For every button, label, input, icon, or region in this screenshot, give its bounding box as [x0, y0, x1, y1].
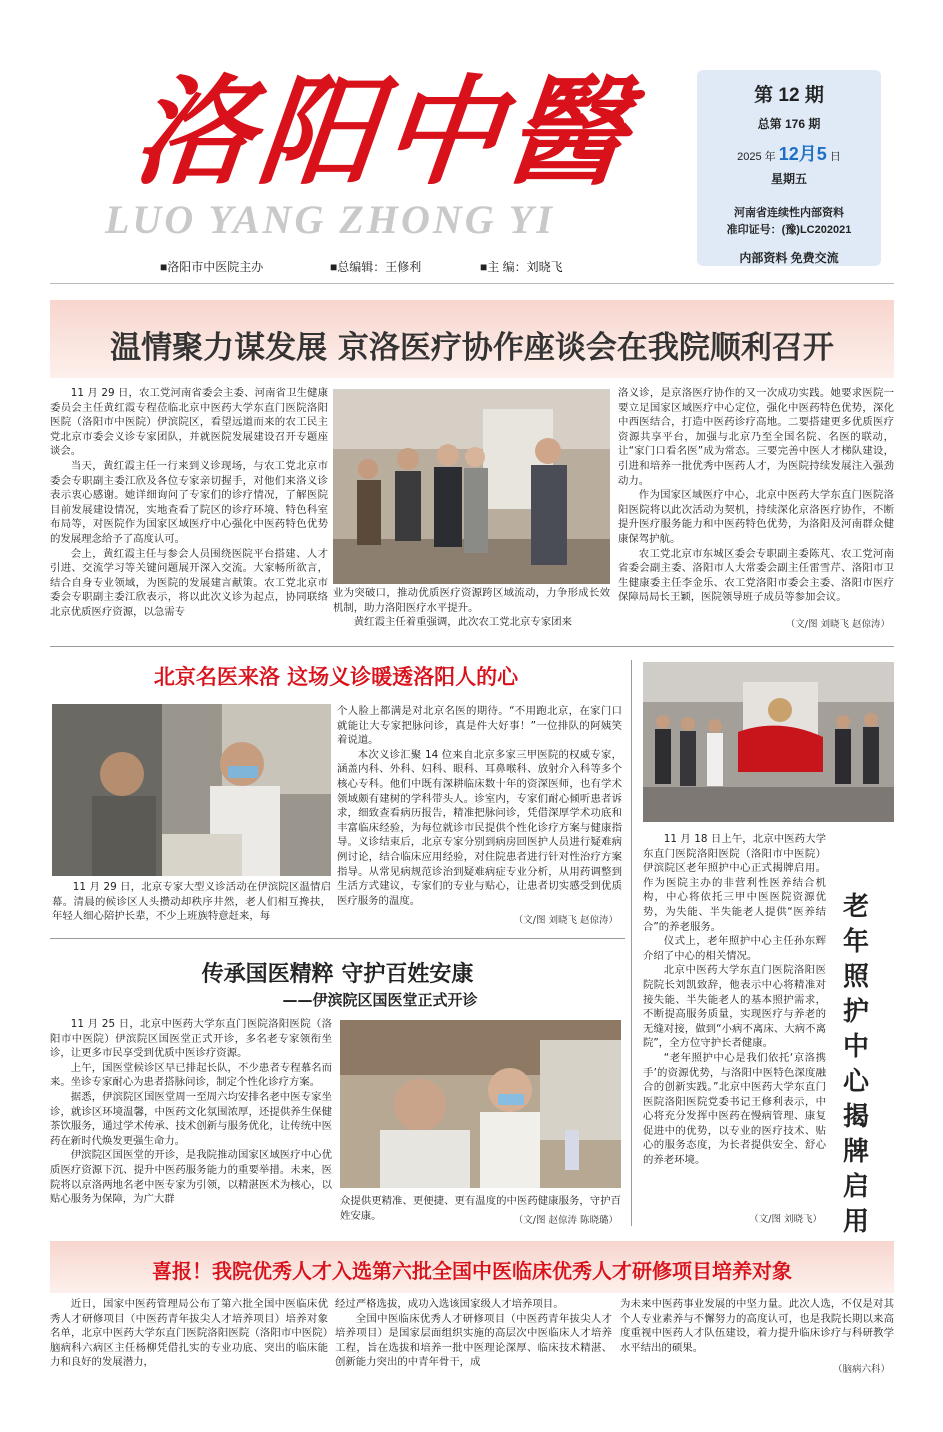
article3-subhead: ——伊滨院区国医堂正式开诊 — [282, 991, 478, 1009]
article3-credit: （文/图 赵倞涛 陈晓璐） — [513, 1215, 618, 1226]
article5-headline: 喜报！我院优秀人才入选第六批全国中医临床优秀人才研修项目培养对象 — [152, 1259, 792, 1283]
article5-col1: 近日，国家中医药管理局公布了第六批全国中医临床优秀人才研修项目（中医药青年拔尖人才培养项目）培养对象名单，北京中医药大学东直门医院洛阳医院（洛阳市中医院）脑病科六病区主任杨柳凭借扎实的专业功底、突出的临床能力和良好的发展潜力， — [50, 1298, 328, 1369]
article4-credit: （文/图 刘晓飞） — [749, 1214, 822, 1225]
editor: ■主 编：刘晓飞 — [480, 260, 563, 274]
clinic-photo — [52, 704, 331, 876]
article3-headline: 传承国医精粹 守护百姓安康 — [201, 962, 474, 987]
issue-number: 第 12 期 — [754, 85, 824, 106]
article1-col3: 洛义诊，是京洛医疗协作的又一次成功实践。她要求医院一要立足国家区域医疗中心定位，强化中医药特色优势，深化中西医结合，打造中医药诊疗高地。二要搭建更多优质医疗资源共享平台，加强与北京乃至全国名院、名医的联动，让“家门口看名医”成为常态。三要完善中医人才梯队建设，引进和培养一批优秀中医药人才，为医院持续发展注入强劲动力。 作为国家区域医疗中心，北京中医药大学东直门医院洛阳医院将以此次活动为契机，持续深化京洛医疗协作，不断提升医疗服务能力和中医药特色优势，为洛阳及河南群众健康保驾护航。 农工党北京市东城区委会专职副主委陈芃、农工党河南省委会副主委、洛阳市人大常委会副主任雷雪芹、洛阳市卫生健康委主任李金乐、农工党洛阳市委会主委、洛阳市医疗保障局局长王颖，医院领导班子成员等参加会议。 — [618, 387, 894, 604]
article3-col2: 众提供更精准、更便捷、更有温度的中医药健康服务，守护百姓安康。 — [340, 1195, 621, 1222]
distribution-note: 内部资料 免费交流 — [739, 251, 839, 265]
newspaper-logo — [127, 62, 639, 202]
article2-body: 个人脸上都满是对北京名医的期待。“不用跑北京，在家门口就能让大专家把脉问诊，真是件大好事！”一位排队的阿姨笑着说道。 本次义诊汇聚 14 位来自北京多家三甲医院的权威专家，涵盖内科、外科、妇科、眼科、耳鼻喉科、放射介入科等多个核心专科。他们中既有深耕临床数十年的资深医师，也有学术领域颇有建树的学科带头人。诊室内，专家们耐心倾听患者诉求，细致查看病历报告，精准把脉问诊，凭借深厚学术功底和丰富临床经验，为每位就诊市民提供个性化诊疗方案与健康指导。义诊结束后，北京专家分别到病房回医护人员进行疑难病例讨论，结合临床应用经验，对住院患者进行针对性治疗方案指导。从常见病规范诊治到疑难病症专业分析，从用药调整到生活方式建议，专家们的专业与贴心，让患者切实感受到优质医疗服务的温度。 — [337, 705, 622, 907]
region: 河南省连续性内部资料 — [734, 207, 844, 219]
issue-date: 2025 年 12月5 日 — [737, 144, 841, 164]
article4-vertical-headline: 老年照护中心揭牌启用 — [842, 892, 869, 1237]
article5-col3: 为未来中医药事业发展的中坚力量。此次人选，不仅是对其个人专业素养与不懈努力的高度认可，也是我院长期以来高度重视中医药人才队伍建设，着力提升临床诊疗与科研教学水平结出的硕果。 — [620, 1298, 894, 1354]
article1-col1: 11 月 29 日，农工党河南省委会主委、河南省卫生健康委员会主任黄红霞专程莅临北京中医药大学东直门医院洛阳医院（洛阳市中医院）伊滨院区，看望远道而来的农工民主党北京市委会义诊专家团队，并就医院发展建设召开专题座谈会。 当天，黄红霞主任一行来到义诊现场，与农工党北京市委会专职副主委江欣及各位专家亲切握手，对他们来洛义诊表示衷心感谢。她详细询问了专家们的诊疗情况，了解医院目前发展建设情况，实地查看了院区的诊疗环境、特色科室布局等，对医院作为国家区域医疗中心强化中医药特色优势的发展理念给予了高度认可。 会上，黄红霞主任与参会人员围绕医院平台搭建、人才引进、交流学习等关键问题展开深入交流。大家畅所欲言，结合自身专业领域，为医院的发展建言献策。农工党北京市委会专职副主委江欣表示，将以此次义诊为起点，协同联络北京优质医疗资源，以急需专 — [50, 387, 328, 618]
column-divider — [631, 660, 632, 1226]
weekday: 星期五 — [770, 172, 807, 186]
meeting-photo — [333, 389, 610, 584]
article3-col1: 11 月 25 日，北京中医药大学东直门医院洛阳医院（洛阳市中医院）伊滨院区国医堂正式开诊，多名老专家领衔坐诊，让更多市民享受到优质中医诊疗资源。 上午，国医堂候诊区早已排起长队，不少患者专程慕名而来。坐诊专家耐心为患者搭脉问诊，制定个性化诊疗方案。 据悉，伊滨院区国医堂周一至周六均安排名老中医专家坐诊，就诊区环境温馨，中医药文化氛围浓厚，还提供养生保健茶饮服务，通过学术传承、技术创新与服务优化，让传统中医药在新时代焕发更强生命力。 伊滨院区国医堂的开诊，是我院推动国家区域医疗中心优质医疗资源下沉、提升中医药服务能力的重要举措。未来，医院将以京洛两地名老中医专家为引领，以精湛医术为核心，以贴心服务为保障，为广大群 — [50, 1018, 332, 1206]
issue-info-box — [697, 70, 881, 266]
article4-body: 11 月 18 日上午，北京中医药大学东直门医院洛阳医院（洛阳市中医院）伊滨院区老年照护中心正式揭牌启用。作为医院主办的非营利性医养结合机构，中心将依托三甲中医医院资源优势，为失能、半失能老人提供“医养结合”的养老服务。 仪式上，老年照护中心主任孙东辉介绍了中心的相关情况。 北京中医药大学东直门医院洛阳医院院长刘凯致辞，他表示中心将精准对接失能、半失能老人的基本照护需求，不断提高服务质量，实现医疗与养老的无缝对接，做到“小病不离床、大病不离院”，全方位守护长者健康。 “老年照护中心是我们依托‘京洛携手’的资源优势，与洛阳中医特色深度融合的创新实践。”北京中医药大学东直门医院洛阳医院党委书记王修利表示，中心将充分发挥中医药在慢病管理、康复促进中的优势，以专业的医疗技术、贴心的服务态度，为长者提供安全、舒心的养老环境。 — [643, 833, 826, 1167]
masthead-rule — [50, 283, 894, 284]
article1-credit: （文/图 刘晓飞 赵倞涛） — [785, 619, 890, 630]
article2-headline: 北京名医来洛 这场义诊暖透洛阳人的心 — [153, 665, 519, 689]
logo-chinese: 洛阳中醫 — [127, 62, 639, 201]
article1-headline: 温情聚力谋发展 京洛医疗协作座谈会在我院顺利召开 — [110, 330, 834, 366]
article5-credit: （脑病六科） — [832, 1364, 890, 1375]
article2-caption: 11 月 29 日，北京专家大型义诊活动在伊滨院区温情启幕。清晨的候诊区人头攒动却秩序井然，老人们相互搀扶，年轻人细心陪护长辈，不少上班族特意赶来，每 — [52, 881, 331, 923]
article2-credit: （文/图 刘晓飞 赵倞涛） — [513, 915, 618, 926]
logo-roman: LUO YANG ZHONG YI — [105, 197, 555, 242]
divider-2 — [50, 938, 625, 939]
article1-col2: 业为突破口，推动优质医疗资源跨区域流动，力争形成长效机制，助力洛阳医疗水平提升。 黄红霞主任着重强调，此次农工党北京专家团来 — [333, 587, 610, 629]
article5-col2: 经过严格选拔，成功入选该国家级人才培养项目。 全国中医临床优秀人才研修项目（中医药青年拔尖人才培养项目）是国家层面组织实施的高层次中医临床人才培养工程，旨在选拔和培养一批中医理论深厚、临床技术精湛、创新能力突出的中青年骨干，成 — [335, 1298, 612, 1369]
tcm-clinic-photo — [340, 1020, 621, 1188]
divider-1 — [50, 646, 894, 647]
sponsor: ■洛阳市中医院主办 — [160, 260, 264, 274]
unveiling-photo — [643, 662, 894, 822]
permit-number: 准印证号：(豫)LC202021 — [726, 224, 852, 236]
total-issue: 总第 176 期 — [757, 117, 821, 131]
chief-editor: ■总编辑：王修利 — [330, 260, 422, 274]
